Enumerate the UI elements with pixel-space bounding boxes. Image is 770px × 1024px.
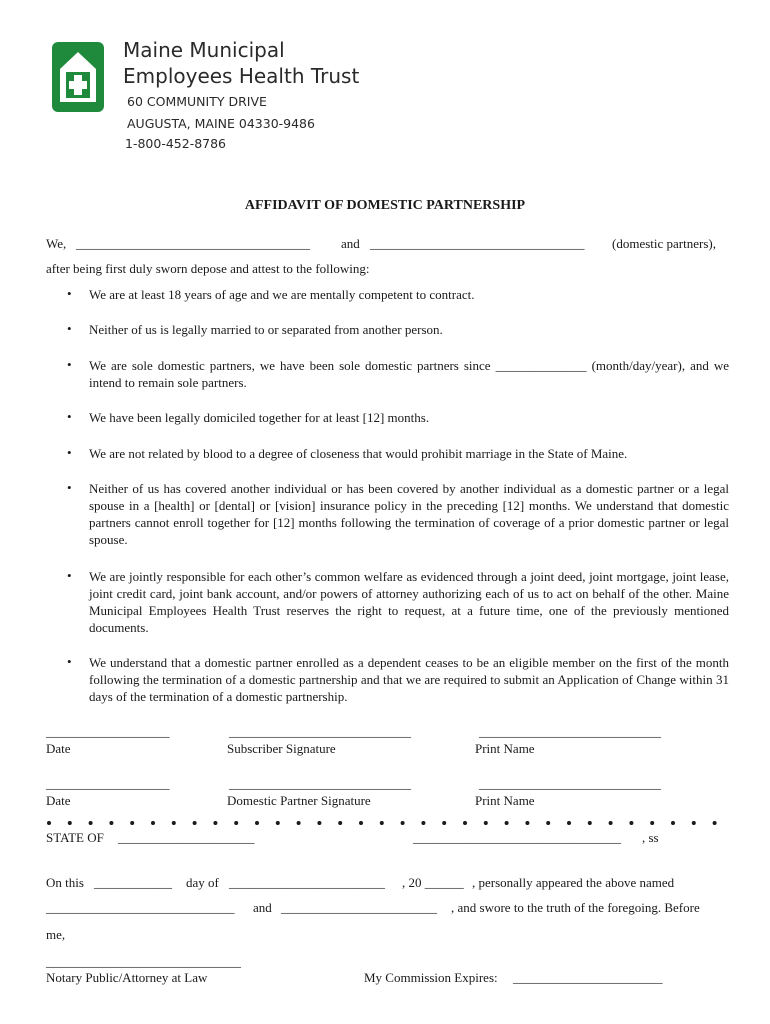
bullet-marker: • — [67, 445, 72, 460]
statement-item: We have been legally domiciled together for at least [12] months. — [89, 410, 430, 425]
subscriber-print-name-field[interactable]: ____________________________ — [479, 724, 661, 739]
commission-expires-label: My Commission Expires: — [364, 970, 498, 985]
partner2-name-field[interactable]: _________________________________ — [370, 236, 585, 251]
statement-item: We understand that a domestic partner enrolled as a dependent ceases to be an eligible member on the first of the month following the termination of a domestic partnership and that we are required to submit an Application of Change within 31 days of the termination of a domestic partnership. — [89, 655, 729, 704]
date-label: Date — [46, 793, 71, 808]
document-title: AFFIDAVIT OF DOMESTIC PARTNERSHIP — [244, 198, 526, 213]
org-name-line2: Employees Health Trust — [123, 64, 360, 88]
date-label: Date — [46, 741, 71, 756]
print-name-label: Print Name — [475, 793, 535, 808]
partner-signature-label: Domestic Partner Signature — [227, 793, 371, 808]
state-field[interactable]: _____________________ — [118, 830, 255, 845]
statement-item: We are at least 18 years of age and we are mentally competent to contract. — [89, 287, 475, 302]
bullet-marker: • — [67, 321, 72, 336]
state-of-label: STATE OF — [46, 830, 104, 845]
subscriber-signature-label: Subscriber Signature — [227, 741, 336, 756]
statement-item: Neither of us is legally married to or separated from another person. — [89, 322, 443, 337]
ss-label: , ss — [642, 830, 659, 845]
bullet-marker: • — [67, 480, 72, 495]
bullet-marker: • — [67, 357, 72, 372]
intro-sworn-statement: after being first duly sworn depose and attest to the following: — [46, 261, 370, 276]
year-field[interactable]: , 20 ______ — [402, 875, 464, 890]
partner-date-field[interactable]: ___________________ — [46, 776, 170, 791]
county-field[interactable]: ________________________________ — [413, 830, 621, 845]
notary-public-label: Notary Public/Attorney at Law — [46, 970, 208, 985]
statement-item: Neither of us has covered another individual or has been covered by another individual as a domestic partner or a legal spouse in a [health] or [dental] or [vision] insurance policy in the preceding [12] months. We understand that domestic partners cannot enroll together for [12] months following the termination of coverage of a prior domestic partner or legal spouse. — [89, 481, 729, 547]
month-field[interactable]: ________________________ — [229, 875, 385, 890]
address-street: 60 COMMUNITY DRIVE — [127, 94, 267, 109]
statement-item: We are sole domestic partners, we have been sole domestic partners since ______________ (month/day/year), and we intend to remain sole partners. — [89, 358, 729, 390]
bullet-marker: • — [67, 654, 72, 669]
appeared-text: , personally appeared the above named — [472, 875, 675, 890]
partner-signature-field[interactable]: ____________________________ — [229, 776, 411, 791]
statement-item: We are jointly responsible for each other’s common welfare as evidenced through a joint deed, joint mortgage, joint lease, joint credit card, joint bank account, and/or powers of attorney authorizing each of us to act on behalf of the other. Maine Municipal Employees Health Trust reserves the right to request, at a future time, one of the previously mentioned documents. — [89, 569, 729, 635]
appeared-name2-field[interactable]: ________________________ — [281, 900, 437, 915]
swore-text: , and swore to the truth of the foregoing. Before — [451, 900, 700, 915]
bullet-marker: • — [67, 409, 72, 424]
subscriber-date-field[interactable]: ___________________ — [46, 724, 170, 739]
org-name-line1: Maine Municipal — [123, 38, 285, 62]
intro-domestic-partners: (domestic partners), — [612, 236, 716, 251]
on-this-label: On this — [46, 875, 84, 890]
notary-and: and — [253, 900, 272, 915]
bullet-marker: • — [67, 568, 72, 583]
partner-print-name-field[interactable]: ____________________________ — [479, 776, 661, 791]
appeared-name1-field[interactable]: _____________________________ — [46, 900, 235, 915]
dotted-divider — [46, 819, 718, 827]
partner1-name-field[interactable]: ____________________________________ — [76, 236, 310, 251]
bullet-marker: • — [67, 286, 72, 301]
phone-number: 1-800-452-8786 — [125, 136, 227, 151]
subscriber-signature-field[interactable]: ____________________________ — [229, 724, 411, 739]
commission-expires-field[interactable]: _______________________ — [513, 970, 663, 985]
notary-signature-field[interactable]: ______________________________ — [46, 954, 241, 969]
address-city: AUGUSTA, MAINE 04330-9486 — [127, 116, 315, 131]
intro-we: We, — [46, 236, 67, 251]
day-of-label: day of — [186, 875, 219, 890]
intro-and: and — [341, 236, 360, 251]
day-field[interactable]: ____________ — [94, 875, 172, 890]
me-text: me, — [46, 927, 66, 942]
print-name-label: Print Name — [475, 741, 535, 756]
mmeht-logo-icon — [52, 42, 104, 112]
statement-item: We are not related by blood to a degree of closeness that would prohibit marriage in the State of Maine. — [89, 446, 628, 461]
